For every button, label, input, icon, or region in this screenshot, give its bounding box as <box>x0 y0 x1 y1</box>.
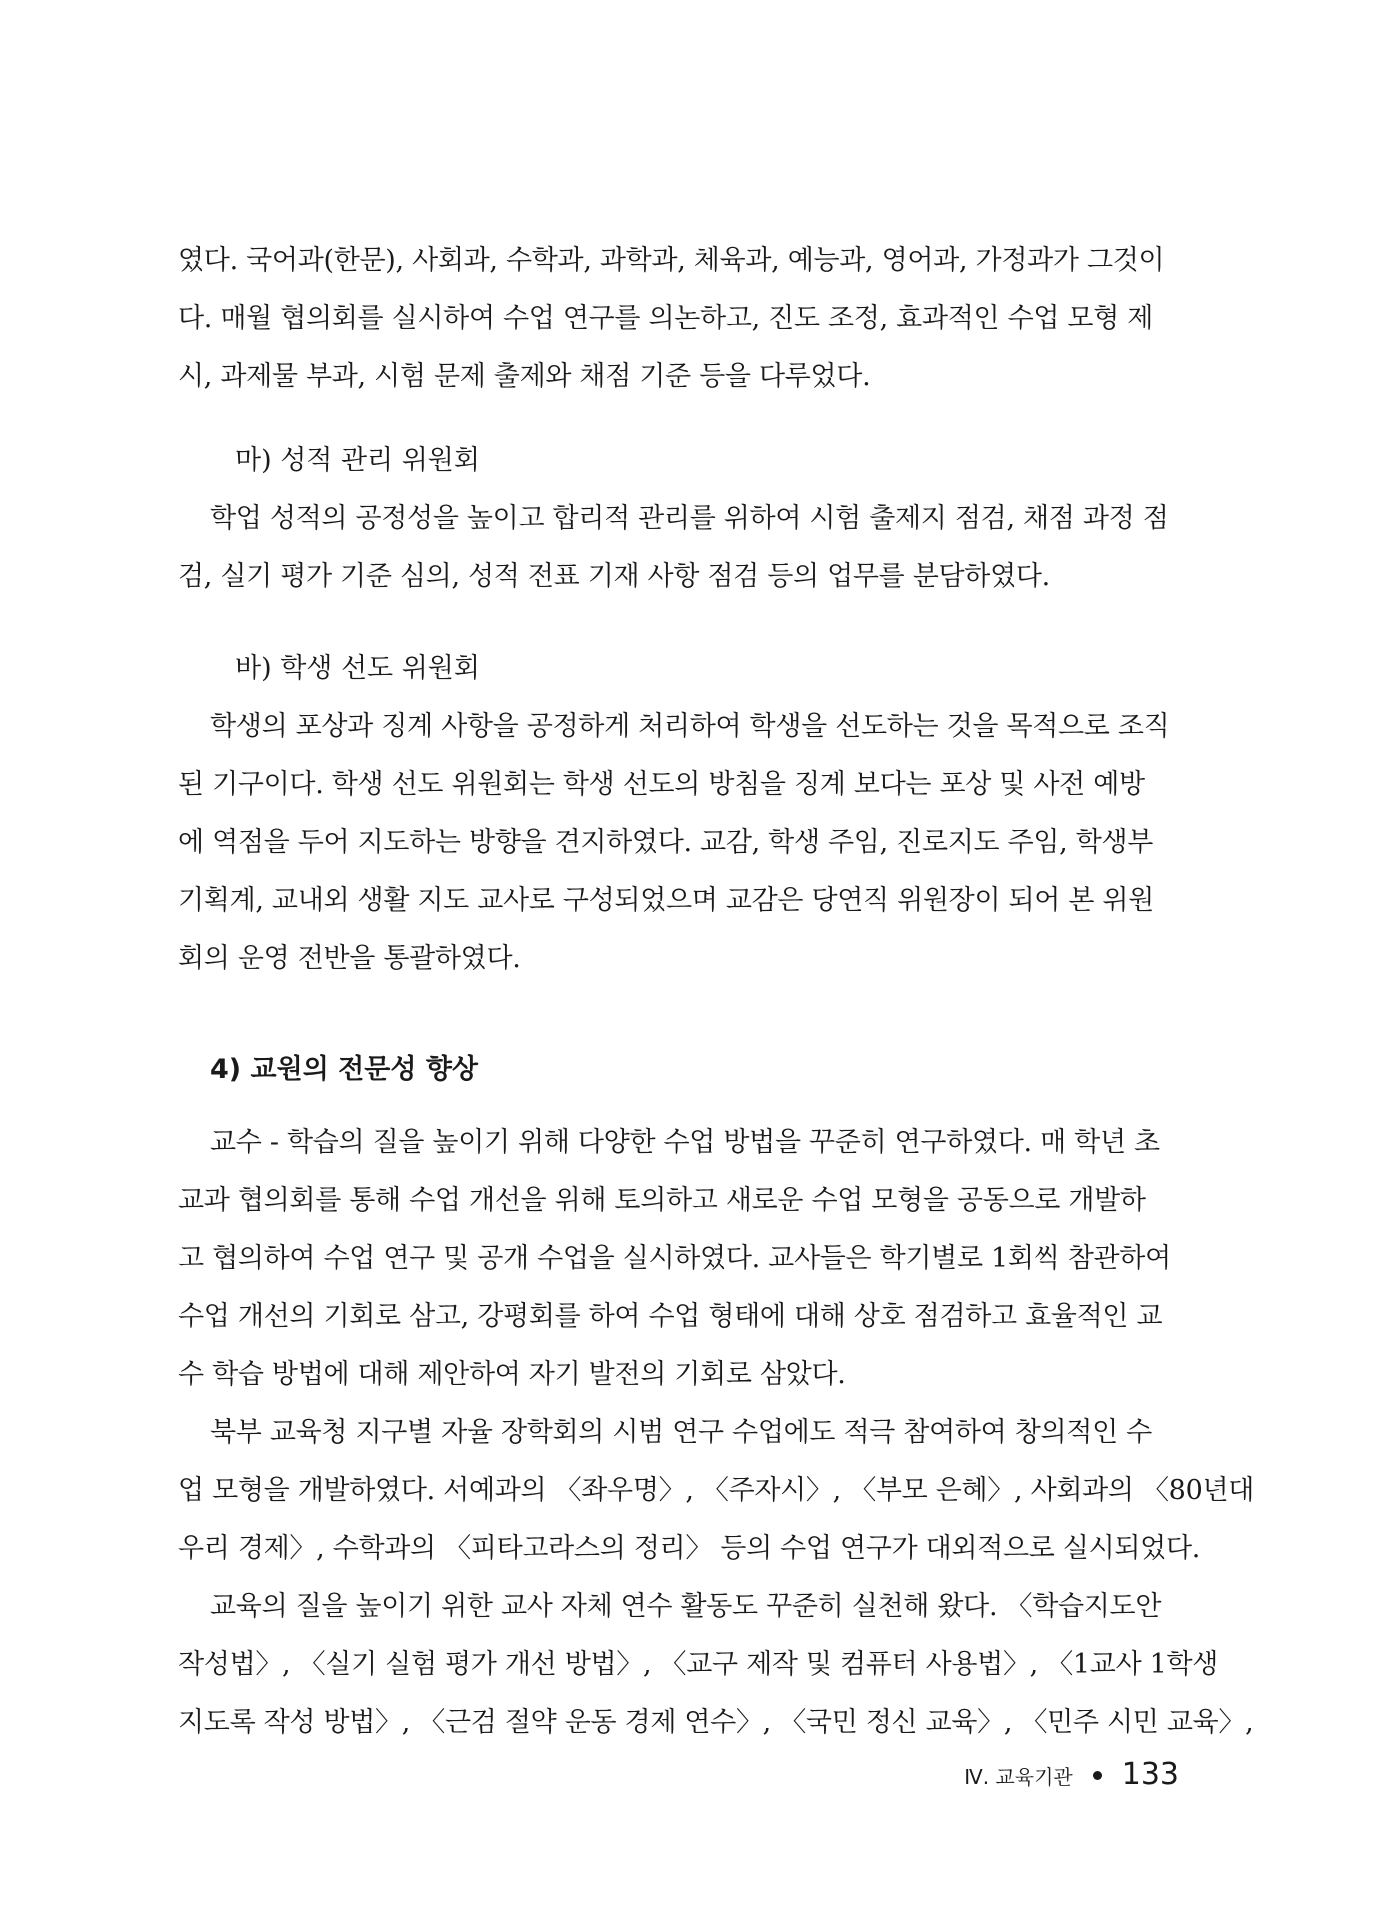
subsection-heading-student-guidance: 바) 학생 선도 위원회 <box>235 653 480 684</box>
paragraph-student-guidance <box>178 698 1178 988</box>
paragraph-line: 수 학습 방법에 대해 제안하여 자기 발전의 기회로 삼았다. <box>178 1359 846 1390</box>
paragraph-line: 작성법〉, 〈실기 실험 평가 개선 방법〉, 〈교구 제작 및 컴퓨터 사용법〉, 〈1교사 1학생 <box>178 1649 1219 1680</box>
paragraph-line: 기획계, 교내외 생활 지도 교사로 구성되었으며 교감은 당연직 위원장이 되어 본 위원 <box>178 885 1154 916</box>
paragraph-line: 고 협의하여 수업 연구 및 공개 수업을 실시하였다. 교사들은 학기별로 1회씩 참관하여 <box>178 1243 1171 1274</box>
paragraph-teacher-expertise <box>178 1114 1255 1752</box>
section-title-teacher-expertise: 4) 교원의 전문성 향상 <box>210 1054 478 1085</box>
paragraph-line: 에 역점을 두어 지도하는 방향을 견지하였다. 교감, 학생 주임, 진로지도 주임, 학생부 <box>178 827 1154 858</box>
paragraph-line: 우리 경제〉, 수학과의 〈피타고라스의 정리〉 등의 수업 연구가 대외적으로 실시되었다. <box>178 1533 1201 1564</box>
paragraph-line: 학업 성적의 공정성을 높이고 합리적 관리를 위하여 시험 출제지 점검, 채점 과정 점 <box>210 503 1169 534</box>
paragraph-line: 수업 개선의 기회로 삼고, 강평회를 하여 수업 형태에 대해 상호 점검하고 효율적인 교 <box>178 1301 1163 1332</box>
paragraph-line: 교육의 질을 높이기 위한 교사 자체 연수 활동도 꾸준히 실천해 왔다. 〈학습지도안 <box>210 1591 1162 1622</box>
paragraph-line: 였다. 국어과(한문), 사회과, 수학과, 과학과, 체육과, 예능과, 영어과, 가정과가 그것이 <box>178 245 1165 276</box>
bullet-icon <box>1093 1771 1102 1780</box>
paragraph-line: 된 기구이다. 학생 선도 위원회는 학생 선도의 방침을 징계 보다는 포상 및 사전 예방 <box>178 769 1145 800</box>
paragraph-line: 업 모형을 개발하였다. 서예과의 〈좌우명〉, 〈주자시〉, 〈부모 은혜〉, 사회과의 〈80년대 <box>178 1475 1255 1506</box>
page-number: 133 <box>1121 1757 1179 1792</box>
paragraph-line: 지도록 작성 방법〉, 〈근검 절약 운동 경제 연수〉, 〈국민 정신 교육〉, 〈민주 시민 교육〉, <box>178 1707 1254 1738</box>
paragraph-line: 교수 - 학습의 질을 높이기 위해 다양한 수업 방법을 꾸준히 연구하였다. 매 학년 초 <box>210 1127 1160 1158</box>
paragraph-line: 다. 매월 협의회를 실시하여 수업 연구를 의논하고, 진도 조정, 효과적인 수업 모형 제 <box>178 303 1154 334</box>
footer-chapter-label: Ⅳ. 교육기관 <box>964 1765 1073 1789</box>
paragraph-line: 학생의 포상과 징계 사항을 공정하게 처리하여 학생을 선도하는 것을 목적으로 조직 <box>210 711 1170 742</box>
page-footer <box>964 1757 1179 1792</box>
paragraph-intro <box>178 232 1178 406</box>
paragraph-line: 교과 협의회를 통해 수업 개선을 위해 토의하고 새로운 수업 모형을 공동으로 개발하 <box>178 1185 1146 1216</box>
paragraph-line: 시, 과제물 부과, 시험 문제 출제와 채점 기준 등을 다루었다. <box>178 361 871 392</box>
subsection-heading-grade-management: 마) 성적 관리 위원회 <box>235 445 480 476</box>
paragraph-line: 회의 운영 전반을 통괄하였다. <box>178 943 521 974</box>
paragraph-line: 북부 교육청 지구별 자율 장학회의 시범 연구 수업에도 적극 참여하여 창의적인 수 <box>210 1417 1152 1448</box>
paragraph-line: 검, 실기 평가 기준 심의, 성적 전표 기재 사항 점검 등의 업무를 분담하였다. <box>178 561 1050 592</box>
paragraph-grade-management <box>178 490 1178 606</box>
